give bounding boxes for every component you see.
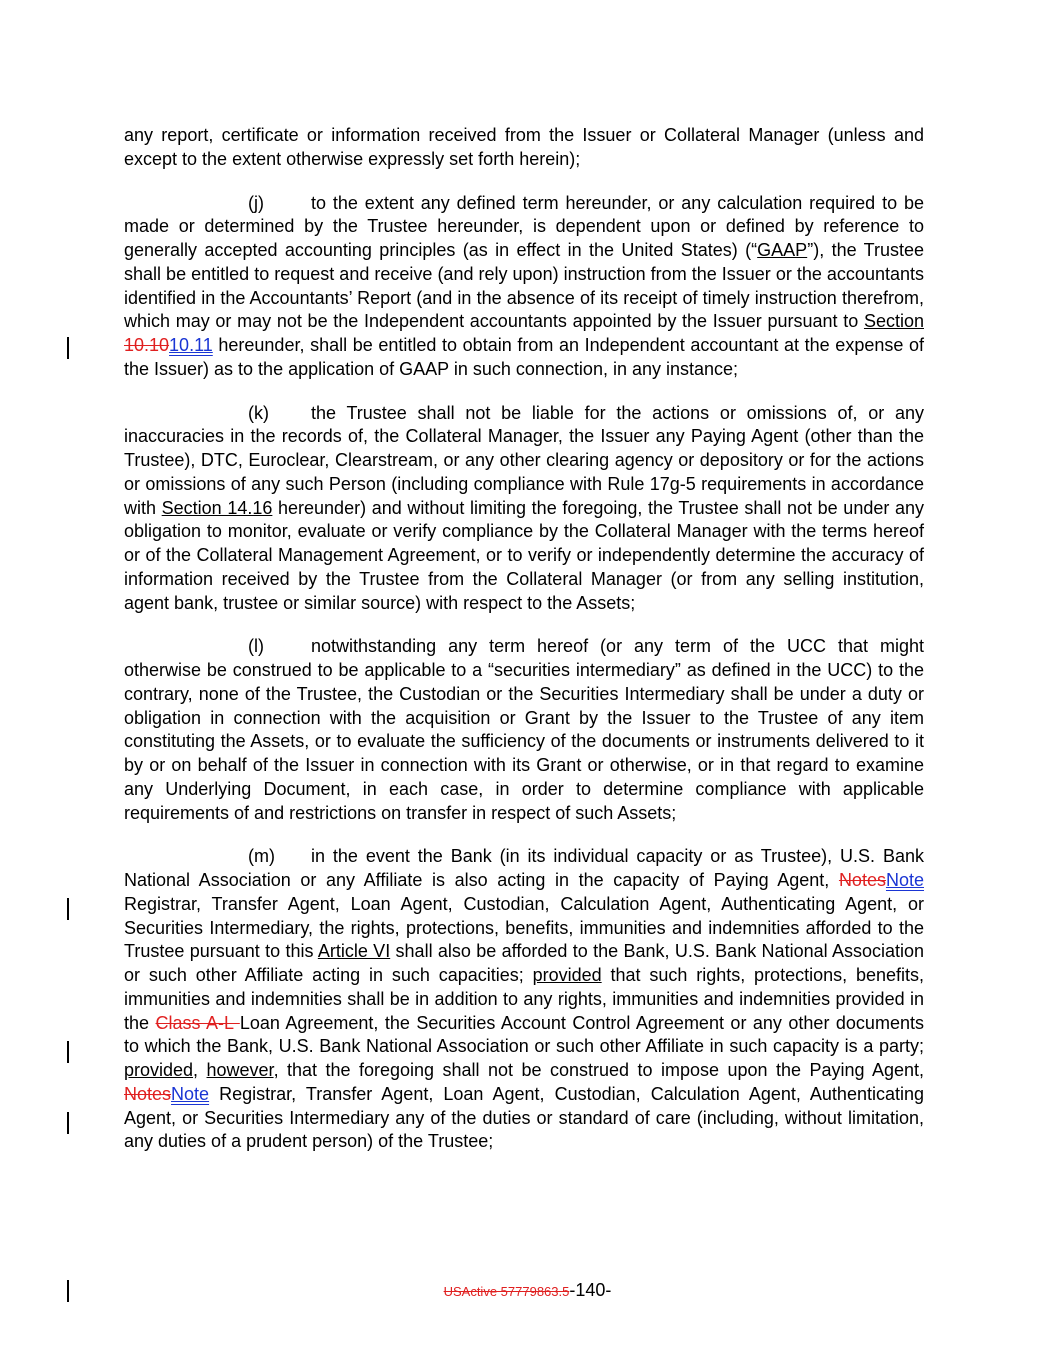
- paragraph-text: notwithstanding any term hereof (or any term of the UCC that might otherwise be construed to be applicable to a “securities intermediary” as defined in the UCC) to the contrary, none of the Trustee, the Custodian or the Securities Intermediary shall be under a duty or obligation in connection with the acquisition or Grant by the Issuer to the Trustee of any item constituting the Assets, or to evaluate the sufficiency of the documents or instruments delivered to it by or on behalf of the Issuer in connection with its Grant or otherwise, or in that regard to examine any Underlying Document, in each case, in order to determine compliance with applicable requirements of and restrictions on transfer in respect of such Assets;: [124, 636, 924, 823]
- paragraph-text: ”), the Trustee shall be entitled to request and receive (and rely upon) instruction from the Issuer or the accountants identified in the Accountants’ Report (and in the absence of its receipt of timely instruction therefrom, which may or may not be the Independent accountants appointed by the Issuer pursuant to: [124, 240, 925, 332]
- deleted-text: Notes: [124, 1083, 172, 1104]
- page-footer: [0, 1280, 1055, 1301]
- paragraph-i-continuation: [124, 124, 924, 172]
- paragraph-label: (l): [248, 636, 264, 657]
- paragraph-text: the Trustee shall not be liable for the actions or omissions of, or any inaccuracies in the records of, the Collateral Manager, the Issuer any Paying Agent (other than the Trustee), DTC, Euroclear, Clearstream, or any other clearing agency or depository or for the actions or omissions of any such Person (including compliance with Rule 17g-5 requirements in accordance with: [124, 402, 924, 518]
- change-bar-loan-agreement: [67, 1041, 69, 1063]
- paragraph-text: hereunder, shall be entitled to obtain from an Independent accountant at the expense of the Issuer) as to the application of GAAP in such connection, in any instance;: [124, 335, 924, 379]
- section-reference: Section: [863, 311, 924, 332]
- deleted-text: Notes: [838, 870, 886, 890]
- paragraph-text: that such rights, protections, benefits, immunities and indemnities shall be in addition to any rights, immunities and indemnities provided in the: [124, 965, 924, 1033]
- defined-term-gaap: GAAP: [757, 240, 808, 260]
- paragraph-text: to the extent any defined term hereunder, or any calculation required to be made or determined by the Trustee hereunder, is dependent upon or defined by reference to generally accepted accounting principles (as in effect in the United States) (“: [124, 192, 924, 260]
- paragraph-text: Loan Agreement, the Securities Account Control Agreement or any other documents to which the Bank, U.S. Bank National Association or such other Affiliate in such capacity is a party;: [124, 1012, 924, 1057]
- section-reference: Section 14.16: [161, 497, 273, 518]
- paragraph-text: shall also be afforded to the Bank, U.S. Bank National Association or such other Affiliate acting in such capacities;: [124, 941, 924, 985]
- inserted-text: 10.11: [169, 335, 213, 355]
- paragraph-text: any report, certificate or information received from the Issuer or Collateral Manager (unless and except to the extent otherwise expressly set forth herein);: [124, 125, 924, 169]
- paragraph-label: (m): [248, 846, 275, 867]
- deleted-text: Class A-L: [155, 1012, 240, 1033]
- paragraph-text: Registrar, Transfer Agent, Loan Agent, Custodian, Calculation Agent, Authenticating Agent, or Securities Intermediary any of the duties or standard of care (including, without limitation, any duties of a prudent person) of the Trustee;: [124, 1083, 924, 1152]
- paragraph-label: (k): [248, 402, 269, 423]
- body-text: [124, 124, 924, 1154]
- however-term: however: [206, 1060, 274, 1080]
- deleted-text: 10.10: [124, 335, 170, 355]
- page-number: -140-: [569, 1280, 612, 1300]
- provided-term: provided: [124, 1060, 194, 1080]
- provided-term: provided: [532, 965, 602, 985]
- paragraph-text: ,: [193, 1060, 207, 1080]
- article-reference: Article VI: [317, 941, 391, 962]
- paragraph-label: (j): [248, 192, 264, 213]
- paragraph-m: [124, 845, 924, 1154]
- paragraph-text: , that the foregoing shall not be construed to impose upon the Paying Agent,: [273, 1060, 924, 1080]
- document-id: USActive 57779863.5: [443, 1284, 570, 1299]
- change-bar-note-registrar-1: [67, 898, 69, 920]
- inserted-text: Note: [171, 1083, 210, 1104]
- paragraph-text: hereunder) and without limiting the foregoing, the Trustee shall not be under any obligation to monitor, evaluate or verify compliance by the Collateral Manager with the terms hereof or of the Collateral Management Agreement, or to verify or independently determine the accuracy of information received by the Trustee from the Collateral Manager (or from any selling institution, agent bank, trustee or similar source) with respect to the Assets;: [124, 497, 924, 613]
- change-bar-section-ref: [67, 337, 69, 359]
- paragraph-k: [124, 402, 924, 616]
- paragraph-l: [124, 635, 924, 825]
- paragraph-text: Registrar, Transfer Agent, Loan Agent, Custodian, Calculation Agent, Authenticating Agent, or Securities Intermediary, the rights, protections, benefits, immunities and indemnities afforded to the Trustee pursuant to this: [124, 893, 924, 962]
- paragraph-j: [124, 192, 924, 382]
- paragraph-text: in the event the Bank (in its individual capacity or as Trustee), U.S. Bank National Association or any Affiliate is also acting in the capacity of Paying Agent,: [124, 846, 924, 890]
- change-bar-note-registrar-2: [67, 1112, 69, 1134]
- inserted-text: Note: [885, 870, 924, 890]
